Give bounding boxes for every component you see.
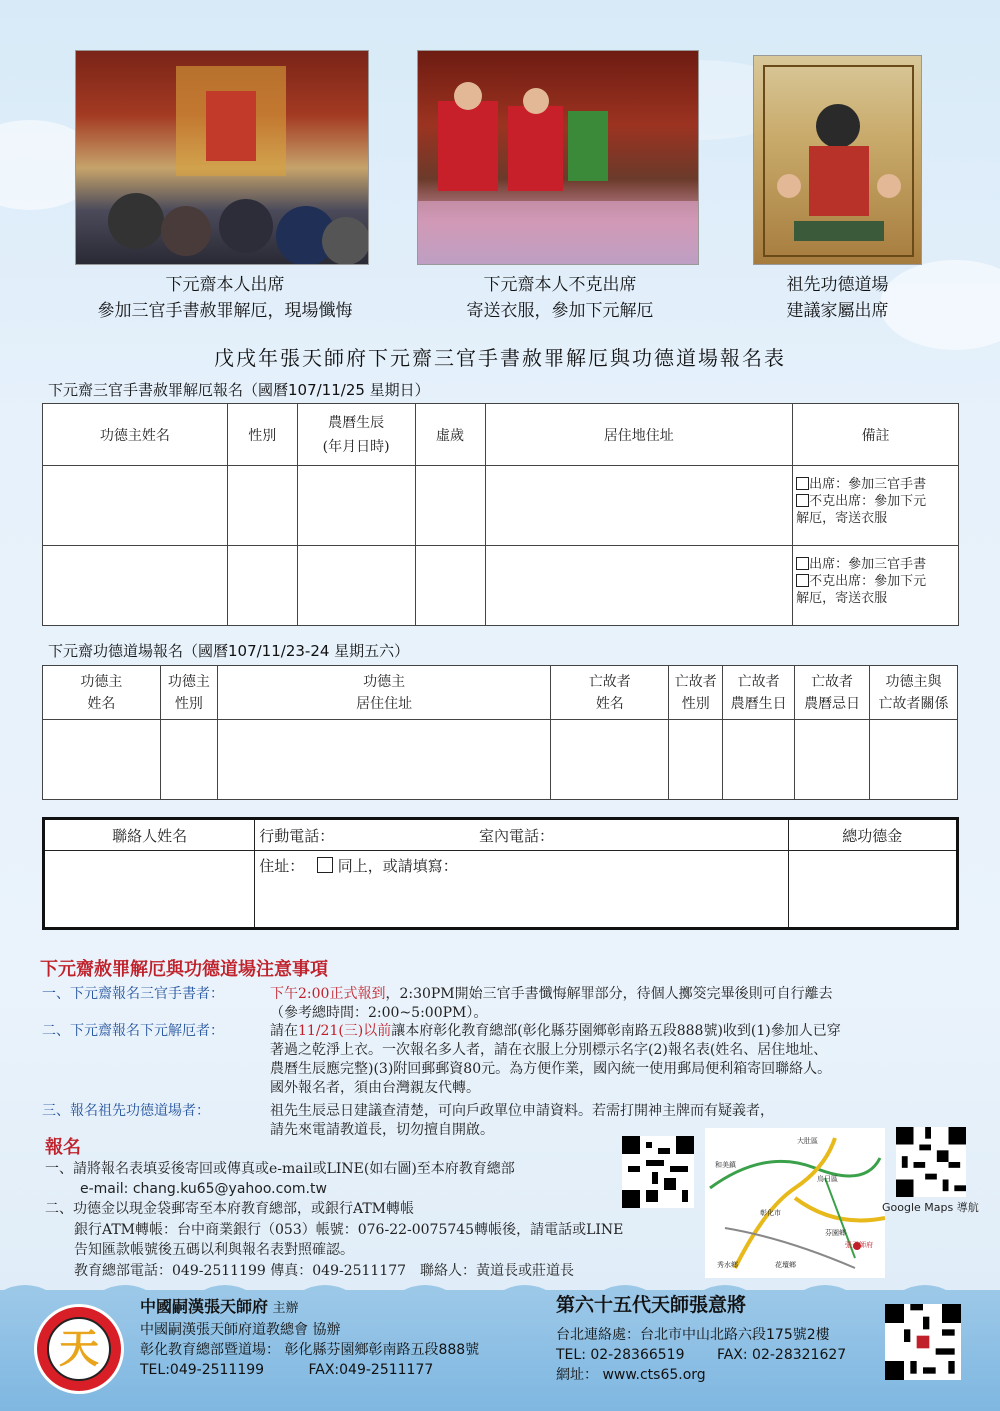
header-remark: 備註 — [793, 404, 959, 466]
h: 功德主 — [167, 673, 210, 690]
section1-title: 下元齋三官手書赦罪解厄報名（國曆107/11/25 星期日） — [48, 381, 430, 399]
h: 性別 — [174, 695, 203, 712]
cell[interactable] — [217, 720, 551, 800]
h: 亡故者 — [737, 673, 780, 690]
photo-caption-1 — [40, 272, 410, 324]
map-label: 花壇鄉 — [775, 1261, 796, 1269]
note-1-highlight: 下午2:00正式報到 — [270, 986, 386, 1002]
note-1-text2: （參考總時間：2:00~5:00PM）。 — [270, 1005, 488, 1021]
form-title: 戊戌年張天師府下元齋三官手書赦罪解厄與功德道場報名表 — [214, 346, 786, 370]
reg-line-1: 一、請將報名表填妥後寄回或傳真或e-mail或LINE(如右圖)至本府教育總部 — [45, 1161, 515, 1177]
photo-caption-3 — [740, 272, 935, 324]
h: 姓名 — [87, 695, 116, 712]
cell[interactable] — [160, 720, 217, 800]
note-2-pre: 請在 — [270, 1023, 298, 1039]
org-name: 中國嗣漢張天師府 — [140, 1297, 269, 1316]
header-name: 功德主姓名 — [43, 404, 228, 466]
taipei-office: 台北連絡處：台北市中山北路六段175號2樓 — [556, 1327, 830, 1343]
reg-line-2c: 告知匯款帳號後五碼以利與報名表對照確認。 — [74, 1242, 354, 1258]
section1-table — [42, 403, 959, 626]
map-icon — [705, 1128, 885, 1278]
attend-label: 出席：參加三官手書 — [809, 557, 927, 572]
note-1-text: ，2:30PM開始三官手書懺悔解罪部分，待個人擲筊完畢後則可自行離去 — [385, 986, 833, 1002]
photo-temple-attendance — [75, 50, 369, 265]
website-qr-code[interactable] — [885, 1304, 961, 1380]
absent-checkbox[interactable] — [796, 574, 809, 587]
website-link[interactable]: 網址： www.cts65.org — [556, 1367, 706, 1383]
cell[interactable] — [43, 720, 161, 800]
cell-remark — [793, 466, 959, 546]
note-2-highlight: 11/21(三)以前 — [298, 1023, 392, 1039]
co-org-role: 協辦 — [312, 1322, 341, 1338]
qr-code-icon — [896, 1127, 966, 1197]
tp-fax: FAX: 02-28321627 — [716, 1347, 847, 1363]
note-1 — [42, 985, 962, 1025]
note-2-label: 二、下元齋報名下元解厄者： — [42, 1023, 224, 1039]
h: 功德主 — [80, 673, 123, 690]
mobile-label: 行動電話： — [259, 826, 335, 845]
header-address: 居住地住址 — [485, 404, 793, 466]
header-age: 虛歲 — [415, 404, 485, 466]
map-label: 秀水鄉 — [717, 1261, 738, 1269]
note-3-label: 三、報名祖先功德道場者： — [42, 1103, 210, 1119]
header-merit-address — [217, 666, 551, 720]
section2-table — [42, 665, 958, 800]
contact-name-input[interactable] — [44, 851, 255, 929]
logo-char: 天 — [47, 1317, 111, 1381]
logo-icon — [34, 1304, 124, 1394]
qr-code-icon — [622, 1136, 694, 1208]
photo-caption-2 — [395, 272, 725, 324]
h: 農曆忌日 — [804, 695, 861, 712]
cell-address[interactable] — [485, 466, 793, 546]
cell-name[interactable] — [43, 546, 228, 626]
h: 亡故者 — [674, 673, 717, 690]
header-birth — [297, 404, 415, 466]
notes-title: 下元齋赦罪解厄與功德道場注意事項 — [40, 959, 328, 980]
cell[interactable] — [551, 720, 669, 800]
map-label: 彰化市 — [760, 1209, 781, 1217]
h: 亡故者關係 — [878, 695, 949, 712]
qr-code-icon — [885, 1304, 961, 1380]
co-org-name: 中國嗣漢張天師府道教總會 — [140, 1322, 308, 1338]
same-label: 同上，或請填寫： — [337, 857, 458, 875]
cell-remark — [793, 546, 959, 626]
h: 居住住址 — [356, 695, 413, 712]
cell[interactable] — [870, 720, 958, 800]
absent-checkbox[interactable] — [796, 494, 809, 507]
photo-ritual-clothes — [417, 50, 699, 265]
h: 亡故者 — [811, 673, 854, 690]
header-deceased-death — [795, 666, 870, 720]
cell-gender[interactable] — [227, 546, 297, 626]
address-label: 住址： — [259, 857, 305, 875]
absent-label: 不克出席：參加下元 — [809, 494, 927, 509]
map-label: 張天師府 — [845, 1241, 873, 1249]
h: 功德主與 — [885, 673, 942, 690]
header-deceased-gender — [669, 666, 723, 720]
total-merit-input[interactable] — [788, 851, 957, 929]
home-phone-label: 室內電話： — [478, 826, 554, 845]
caption-line: 祖先功德道場 — [786, 275, 889, 295]
contact-name-label: 聯絡人姓名 — [44, 819, 255, 851]
cell-address[interactable] — [485, 546, 793, 626]
same-checkbox[interactable] — [317, 857, 333, 873]
hq-fax: FAX:049-2511177 — [308, 1362, 434, 1378]
note-2 — [42, 1022, 962, 1102]
reg-line-3: 教育總部電話：049-2511199 傳真：049-2511177 聯絡人：黃道長或莊道長 — [74, 1263, 575, 1279]
header-deceased-name — [551, 666, 669, 720]
header-deceased-birth — [723, 666, 795, 720]
cell[interactable] — [723, 720, 795, 800]
attend-checkbox[interactable] — [796, 477, 809, 490]
footer — [0, 1290, 1000, 1411]
contact-table — [42, 817, 959, 930]
master-name: 第六十五代天師張意將 — [556, 1294, 747, 1316]
cell-birth[interactable] — [297, 546, 415, 626]
reg-line-2: 二、功德金以現金袋郵寄至本府教育總部，或銀行ATM轉帳 — [45, 1201, 415, 1217]
tp-tel: TEL: 02-28366519 — [556, 1347, 685, 1363]
h: 亡故者 — [588, 673, 631, 690]
cell-name[interactable] — [43, 466, 228, 546]
header-birth-line: 農曆生辰 — [328, 414, 385, 431]
line-qr-code[interactable] — [622, 1136, 694, 1208]
cell-birth[interactable] — [297, 466, 415, 546]
note-3-text2: 請先來電請教道長，切勿擅自開啟。 — [270, 1122, 494, 1138]
google-maps-label: Google Maps 導航 — [882, 1201, 979, 1214]
note-3-text: 祖先生辰忌日建議查清楚，可向戶政單位申請資料。若需打開神主牌而有疑義者， — [270, 1103, 774, 1119]
reg-email[interactable]: e-mail: chang.ku65@yahoo.com.tw — [80, 1181, 327, 1197]
attend-label: 出席：參加三官手書 — [809, 477, 927, 492]
section2-title: 下元齋功德道場報名（國曆107/11/23-24 星期五六） — [48, 642, 410, 660]
map-label: 烏日區 — [817, 1175, 838, 1183]
org-role: 主辦 — [272, 1301, 299, 1316]
map-label: 大肚區 — [797, 1137, 818, 1145]
note-2-text2: 著過之乾淨上衣。一次報名多人者，請在衣服上分別標示名字(2)報名表(姓名、居住地址、 — [270, 1042, 828, 1058]
hq-address: 彰化教育總部暨道場： 彰化縣芬園鄉彰南路五段888號 — [140, 1342, 480, 1358]
contact-address-cell[interactable] — [255, 851, 788, 929]
caption-line: 下元齋本人出席 — [165, 275, 285, 295]
contact-phone-cell — [255, 819, 788, 851]
header-merit-gender — [160, 666, 217, 720]
total-merit-label: 總功德金 — [788, 819, 957, 851]
h: 姓名 — [595, 695, 624, 712]
note-1-label: 一、下元齋報名三官手書者： — [42, 986, 224, 1002]
cell[interactable] — [795, 720, 870, 800]
caption-line: 建議家屬出席 — [786, 301, 889, 321]
h: 功德主 — [363, 673, 406, 690]
google-maps-qr-code[interactable] — [896, 1127, 966, 1197]
registration-title: 報名 — [45, 1137, 81, 1158]
note-2-text4: 國外報名者，須由台灣親友代轉。 — [270, 1080, 480, 1096]
caption-line: 參加三官手書赦罪解厄，現場懺悔 — [97, 301, 353, 321]
header-relationship — [870, 666, 958, 720]
caption-line: 下元齋本人不克出席 — [483, 275, 637, 295]
header-birth-line: (年月日時) — [322, 438, 390, 455]
map-image — [705, 1128, 885, 1278]
absent-label: 不克出席：參加下元 — [809, 574, 927, 589]
cell-age[interactable] — [415, 546, 485, 626]
note-2-text3: 農曆生辰應完整)(3)附回郵郵資80元。為方便作業，國內統一使用郵局便利箱寄回聯絡人。 — [270, 1061, 832, 1077]
h: 性別 — [681, 695, 710, 712]
header-gender: 性別 — [227, 404, 297, 466]
photo-ancestor-painting — [753, 55, 922, 265]
attend-checkbox[interactable] — [796, 557, 809, 570]
reg-line-2b: 銀行ATM轉帳：台中商業銀行（053）帳號：076-22-0075745轉帳後，請電話或LINE — [74, 1222, 624, 1238]
cell-age[interactable] — [415, 466, 485, 546]
h: 農曆生日 — [730, 695, 787, 712]
header-merit-name — [43, 666, 161, 720]
note-2-text: 讓本府彰化教育總部(彰化縣芬園鄉彰南路五段888號)收到(1)參加人已穿 — [391, 1023, 841, 1039]
map-label: 和美鎮 — [715, 1161, 736, 1169]
cell-gender[interactable] — [227, 466, 297, 546]
absent-label-2: 解厄，寄送衣服 — [796, 511, 888, 526]
cell[interactable] — [669, 720, 723, 800]
hq-tel: TEL:049-2511199 — [140, 1362, 265, 1378]
map-label: 芬園鄉 — [825, 1229, 846, 1237]
caption-line: 寄送衣服，參加下元解厄 — [466, 301, 654, 321]
absent-label-2: 解厄，寄送衣服 — [796, 591, 888, 606]
